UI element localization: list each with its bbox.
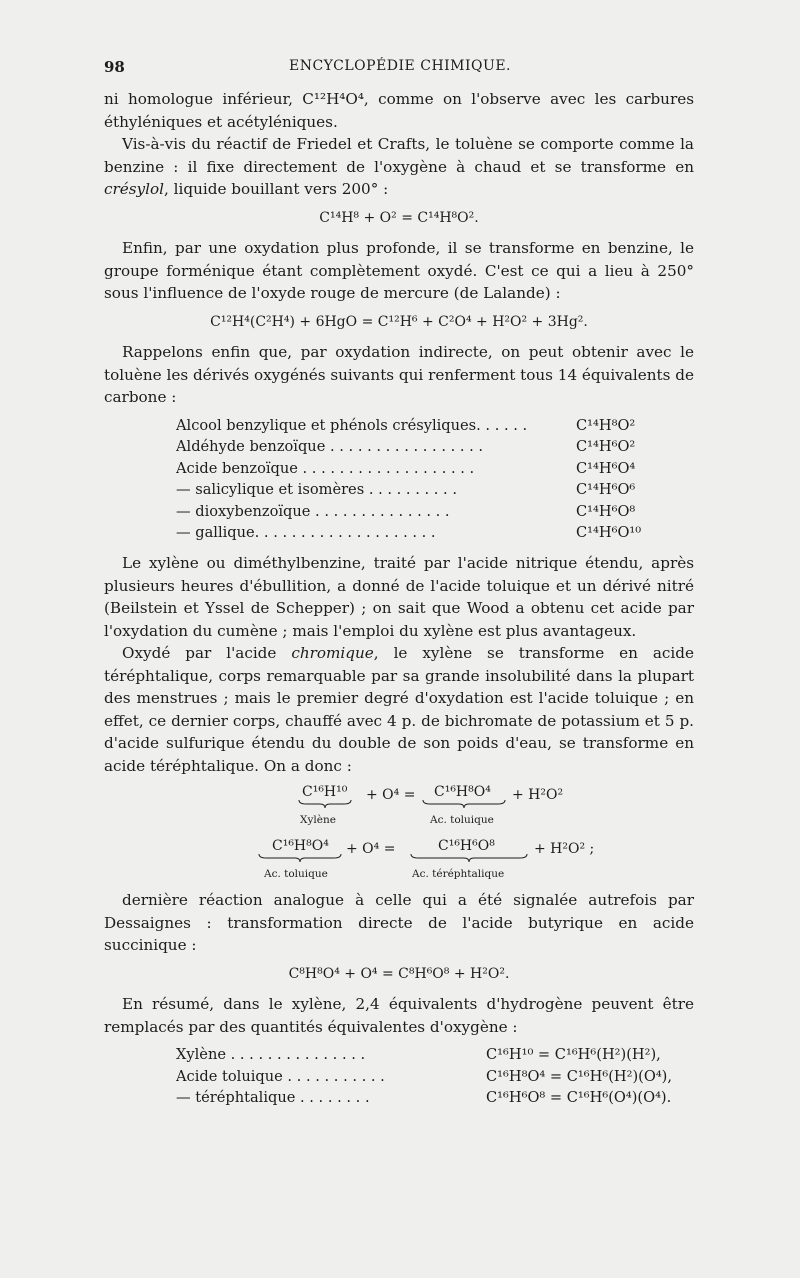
text-run: Vis-à-vis du réactif de Friedel et Crafts, le toluène se comporte comme la benzine : il fixe directement de l'oxygène à chaud et se transforme en <box>104 135 694 176</box>
derivative-formula: C¹⁴H⁶O⁴ <box>576 459 636 477</box>
derivative-name: Alcool benzylique et phénols crésyliques. . . . . . <box>176 416 528 434</box>
underbrace-icon <box>298 799 352 809</box>
equation: C¹²H⁴(C²H⁴) + 6HgO = C¹²H⁶ + C²O⁴ + H²O² + 3Hg². <box>210 313 588 330</box>
derivative-formula: C¹⁴H⁶O¹⁰ <box>576 524 642 542</box>
derivative-name: — salicylique et isomères . . . . . . . . . . <box>176 481 457 499</box>
underbrace-icon <box>258 853 342 863</box>
list-item <box>176 1066 694 1088</box>
equation-terephtalique <box>104 835 694 885</box>
underbrace-icon <box>422 799 506 809</box>
page-number: 98 <box>104 58 125 76</box>
text-run: Oxydé par l'acide <box>122 644 292 663</box>
compound-formula: C¹⁶H⁶O⁸ = C¹⁶H⁶(O⁴)(O⁴). <box>486 1089 672 1107</box>
compound-name: Xylène . . . . . . . . . . . . . . . <box>176 1046 366 1064</box>
list-item <box>176 522 694 544</box>
terephtalique-formula: C¹⁶H⁶O⁸ <box>438 838 495 855</box>
list-item <box>176 458 694 480</box>
compound-formula: C¹⁶H⁸O⁴ = C¹⁶H⁶(H²)(O⁴), <box>486 1067 673 1085</box>
text-run: , le xylène se transforme en acide téréphtalique, corps remarquable par sa grande insolubilité dans la plupart des menstrues ; mais le premier degré d'oxydation est l'acide toluique ; en effet, ce dernier corps, chauffé avec 4 p. de bichromate de potassium et 5 p. d'acide sulfurique étendu du double de son poids d'eau, se transforme en acide téréphtalique. On a donc : <box>104 644 694 775</box>
paragraph: Le xylène ou diméthylbenzine, traité par l'acide nitrique étendu, après plusieurs heures d'ébullition, a donné de l'acide toluique et un dérivé nitré (Beilstein et Yssel de Schepper) ; on sait que Wood a obtenu cet acide par l'oxydation du cumène ; mais l'emploi du xylène est plus avantageux. <box>104 554 694 640</box>
compound-name: Acide toluique . . . . . . . . . . . <box>176 1067 385 1085</box>
xylene-label: Xylène <box>300 814 336 827</box>
paragraph: Enfin, par une oxydation plus profonde, il se transforme en benzine, le groupe forménique étant complètement oxydé. C'est ce qui a lieu à 250° sous l'influence de l'oxyde rouge de mercure (de Lalande) : <box>104 239 694 302</box>
list-item <box>176 501 694 523</box>
xylene-formula: C¹⁶H¹⁰ <box>302 784 348 801</box>
list-item <box>176 479 694 501</box>
derivative-name: — dioxybenzoïque . . . . . . . . . . . . . . . <box>176 502 450 520</box>
paragraph: Rappelons enfin que, par oxydation indirecte, on peut obtenir avec le toluène les dérivés oxygénés suivants qui renferment tous 14 équivalents de carbone : <box>104 343 694 406</box>
derivative-formula: C¹⁴H⁸O² <box>576 416 636 434</box>
compound-formula: C¹⁶H¹⁰ = C¹⁶H⁶(H²)(H²), <box>486 1046 661 1064</box>
derivative-formula: C¹⁴H⁶O⁸ <box>576 502 636 520</box>
list-item <box>176 1044 694 1066</box>
italic-term: chromique <box>291 644 374 663</box>
equation: C⁸H⁸O⁴ + O⁴ = C⁸H⁶O⁸ + H²O². <box>288 965 510 982</box>
summary-list <box>176 1044 694 1109</box>
text-run: , liquide bouillant vers 200° : <box>164 180 389 198</box>
equation-product: + H²O² ; <box>534 841 595 858</box>
page-header <box>104 58 696 82</box>
terephtalique-label: Ac. téréphtalique <box>412 868 505 881</box>
equation-product: + H²O² <box>512 787 564 804</box>
toluique-formula: C¹⁶H⁸O⁴ <box>272 838 329 855</box>
derivative-formula: C¹⁴H⁶O⁶ <box>576 481 636 499</box>
compound-name: — téréphtalique . . . . . . . . <box>176 1089 370 1107</box>
derivative-name: — gallique. . . . . . . . . . . . . . . . . . . . <box>176 524 436 542</box>
equation: C¹⁴H⁸ + O² = C¹⁴H⁸O². <box>319 209 479 226</box>
derivatives-list <box>176 415 694 545</box>
list-item <box>176 415 694 437</box>
italic-term: crésylol <box>104 180 164 198</box>
derivative-name: Acide benzoïque . . . . . . . . . . . . . . . . . . . <box>176 459 475 477</box>
toluique-formula: C¹⁶H⁸O⁴ <box>434 784 491 801</box>
list-item <box>176 436 694 458</box>
paragraph: En résumé, dans le xylène, 2,4 équivalents d'hydrogène peuvent être remplacés par des quantités équivalentes d'oxygène : <box>104 995 694 1036</box>
paragraph: ni homologue inférieur, C¹²H⁴O⁴, comme on l'observe avec les carbures éthyléniques et acétyléniques. <box>104 90 694 131</box>
toluique-label: Ac. toluique <box>430 814 494 827</box>
equation-toluique <box>104 781 694 831</box>
derivative-formula: C¹⁴H⁶O² <box>576 438 636 456</box>
paragraph: dernière réaction analogue à celle qui a été signalée autrefois par Dessaignes : transformation directe de l'acide butyrique en acide succinique : <box>104 891 694 955</box>
paragraph <box>104 642 694 777</box>
derivative-name: Aldéhyde benzoïque . . . . . . . . . . . . . . . . . <box>176 438 484 456</box>
page-body <box>104 88 694 1109</box>
running-title: ENCYCLOPÉDIE CHIMIQUE. <box>289 58 511 74</box>
list-item <box>176 1087 694 1109</box>
underbrace-icon <box>410 853 528 863</box>
toluique-label: Ac. toluique <box>264 868 328 881</box>
equation-operator: + O⁴ = <box>346 841 396 858</box>
paragraph <box>104 133 694 201</box>
equation-operator: + O⁴ = <box>366 787 416 804</box>
